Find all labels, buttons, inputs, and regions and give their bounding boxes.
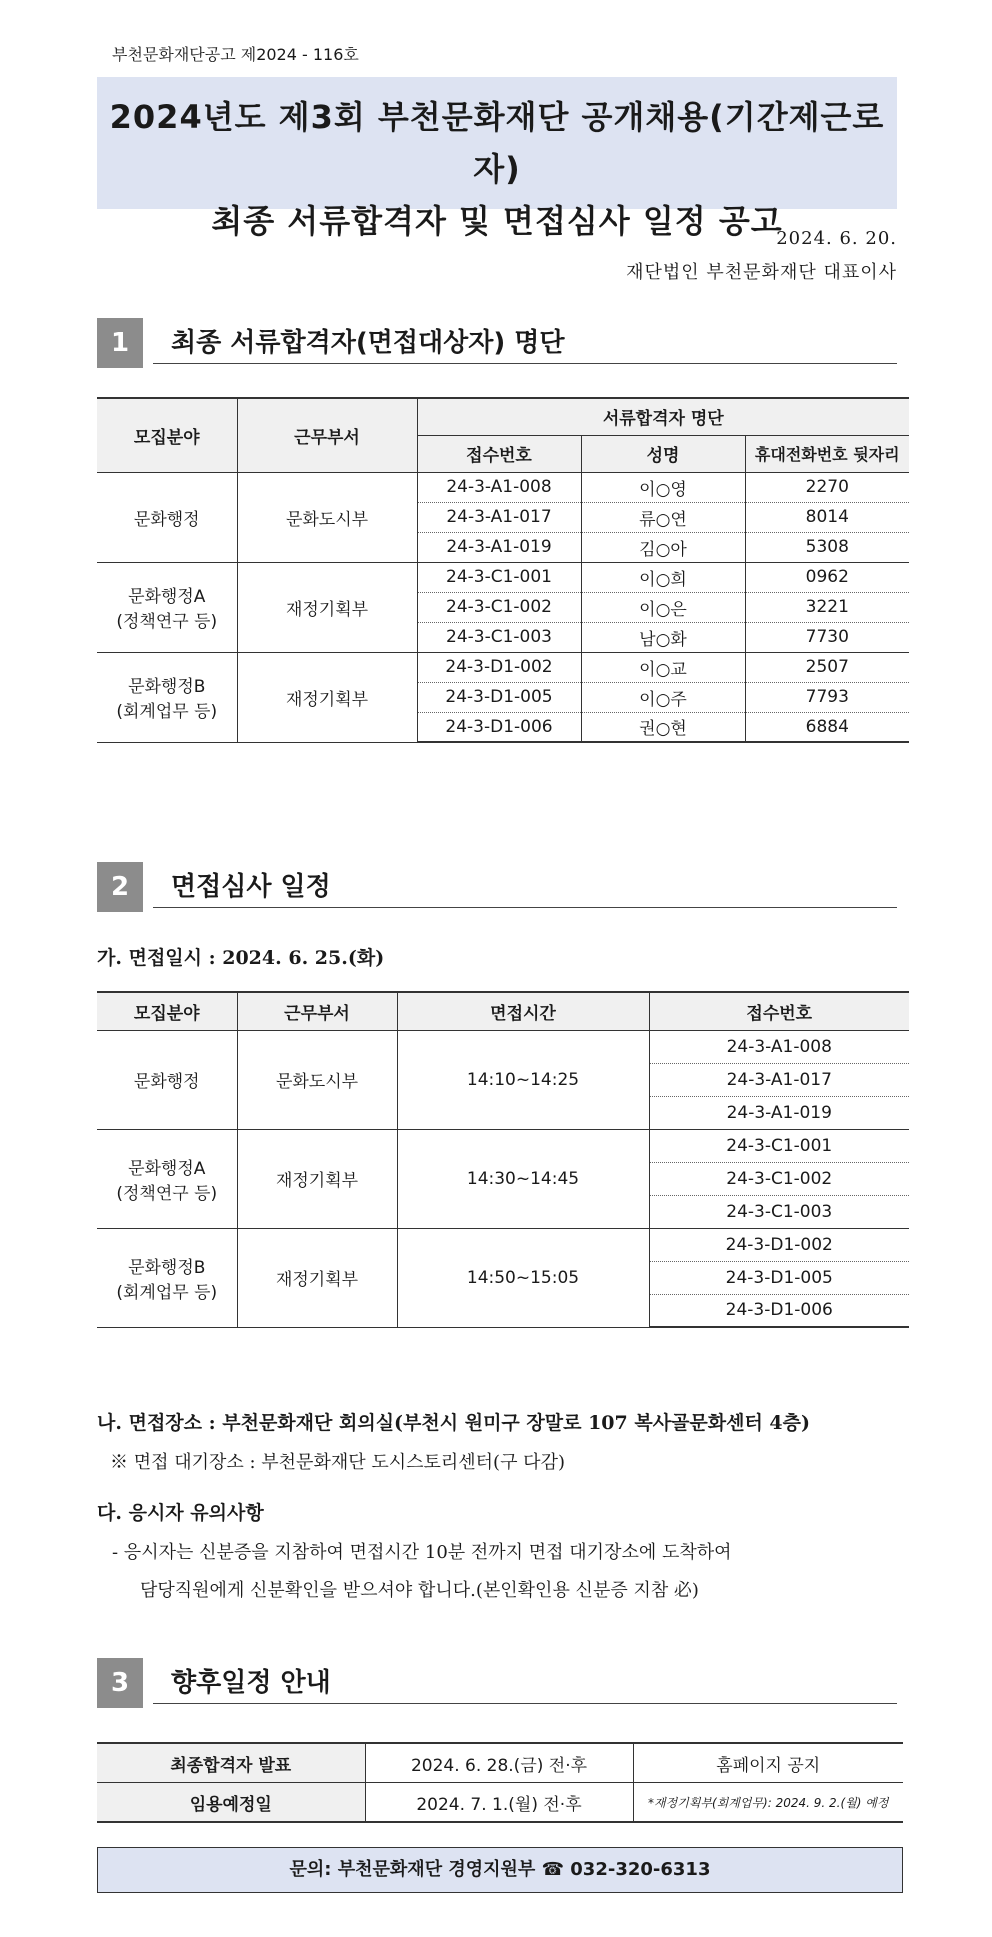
phone-cell: 2270 [745,472,909,502]
col-receipt: 접수번호 [649,992,909,1030]
receipt-cell: 24-3-C1-001 [417,562,581,592]
title-line-1: 2024년도 제3회 부천문화재단 공개채용(기간제근로자) [109,98,885,188]
field-label: 문화행정A [128,1158,206,1179]
field-cell [97,562,237,652]
contact-label: 문의: 부천문화재단 경영지원부 [289,1859,536,1880]
section3-title: 향후일정 안내 [171,1668,331,1698]
col-group: 서류합격자 명단 [417,398,909,435]
title-line-2: 최종 서류합격자 및 면접심사 일정 공고 [211,202,783,240]
field-cell [97,1030,237,1129]
notes-title: 다. 응시자 유의사항 [97,1502,264,1524]
section2-divider [153,907,897,908]
notice-number: 부천문화재단공고 제2024 - 116호 [112,45,359,64]
time-cell: 14:10~14:25 [397,1030,649,1129]
receipt-cell: 24-3-C1-002 [417,592,581,622]
col-name: 성명 [581,435,745,472]
field-cell [97,652,237,742]
section1-title: 최종 서류합격자(면접대상자) 명단 [171,328,565,358]
contact-box [97,1847,903,1893]
table-row [97,472,909,502]
col-phone: 휴대전화번호 뒷자리 [745,435,909,472]
dept-cell: 문화도시부 [237,1030,397,1129]
receipt-cell: 24-3-A1-008 [649,1030,909,1063]
schedule-date: 2024. 6. 28.(금) 전·후 [365,1743,633,1783]
schedule-note: *재정기획부(회계업무): 2024. 9. 2.(월) 예정 [633,1783,903,1823]
name-cell: 김○아 [581,532,745,562]
section2-header [97,862,897,912]
interview-date: 가. 면접일시 : 2024. 6. 25.(화) [97,947,385,969]
receipt-cell: 24-3-D1-006 [649,1294,909,1327]
contact-phone: 032-320-6313 [570,1859,711,1880]
name-cell: 류○연 [581,502,745,532]
field-label: 문화행정 [133,509,200,530]
issue-info [626,222,897,290]
notes-line-2: 담당직원에게 신분확인을 받으셔야 합니다.(본인확인용 신분증 지참 必) [140,1580,699,1601]
col-field: 모집분야 [97,398,237,472]
phone-cell: 3221 [745,592,909,622]
col-receipt: 접수번호 [417,435,581,472]
field-sublabel: (정책연구 등) [116,1183,218,1204]
receipt-cell: 24-3-C1-003 [649,1195,909,1228]
receipt-cell: 24-3-A1-019 [649,1096,909,1129]
receipt-cell: 24-3-D1-002 [649,1228,909,1261]
section2-number: 2 [97,862,143,912]
col-field: 모집분야 [97,992,237,1030]
schedule-table [97,1742,903,1823]
time-cell: 14:50~15:05 [397,1228,649,1327]
name-cell: 남○화 [581,622,745,652]
col-time: 면접시간 [397,992,649,1030]
name-cell: 권○현 [581,712,745,742]
candidate-table [97,397,909,743]
phone-cell: 8014 [745,502,909,532]
table-row [97,1129,909,1162]
table-row [97,1030,909,1063]
time-cell: 14:30~14:45 [397,1129,649,1228]
dept-cell: 문화도시부 [237,472,417,562]
receipt-cell: 24-3-D1-006 [417,712,581,742]
receipt-cell: 24-3-D1-002 [417,652,581,682]
receipt-cell: 24-3-A1-019 [417,532,581,562]
section3-divider [153,1703,897,1704]
issuer: 재단법인 부천문화재단 대표이사 [626,262,897,283]
name-cell: 이○주 [581,682,745,712]
schedule-label: 임용예정일 [97,1783,365,1823]
section1-divider [153,363,897,364]
section2-title: 면접심사 일정 [171,872,331,902]
telephone-icon: ☎ [541,1859,564,1880]
waiting-place: ※ 면접 대기장소 : 부천문화재단 도시스토리센터(구 다감) [110,1452,565,1473]
table-row [97,562,909,592]
schedule-date: 2024. 7. 1.(월) 전·후 [365,1783,633,1823]
schedule-label: 최종합격자 발표 [97,1743,365,1783]
schedule-note: 홈페이지 공지 [633,1743,903,1783]
dept-cell: 재정기획부 [237,652,417,742]
field-cell [97,472,237,562]
field-sublabel: (회계업무 등) [116,1282,218,1303]
field-sublabel: (정책연구 등) [116,612,218,632]
field-cell [97,1129,237,1228]
section3-number: 3 [97,1658,143,1708]
notes-line-1: - 응시자는 신분증을 지참하여 면접시간 10분 전까지 면접 대기장소에 도착하여 [112,1542,732,1563]
phone-cell: 7730 [745,622,909,652]
receipt-cell: 24-3-A1-008 [417,472,581,502]
phone-cell: 6884 [745,712,909,742]
name-cell: 이○교 [581,652,745,682]
col-dept: 근무부서 [237,992,397,1030]
interview-place: 나. 면접장소 : 부천문화재단 회의실(부천시 원미구 장말로 107 복사골문화센터 4층) [97,1412,810,1434]
receipt-cell: 24-3-D1-005 [649,1261,909,1294]
receipt-cell: 24-3-C1-003 [417,622,581,652]
receipt-cell: 24-3-C1-002 [649,1162,909,1195]
receipt-cell: 24-3-C1-001 [649,1129,909,1162]
table-row [97,652,909,682]
receipt-cell: 24-3-A1-017 [649,1063,909,1096]
field-label: 문화행정A [128,587,206,607]
dept-cell: 재정기획부 [237,562,417,652]
receipt-cell: 24-3-A1-017 [417,502,581,532]
dept-cell: 재정기획부 [237,1129,397,1228]
phone-cell: 0962 [745,562,909,592]
schedule-row [97,1743,903,1783]
field-cell [97,1228,237,1327]
name-cell: 이○은 [581,592,745,622]
schedule-row [97,1783,903,1823]
phone-cell: 7793 [745,682,909,712]
field-label: 문화행정 [133,1072,200,1092]
dept-cell: 재정기획부 [237,1228,397,1327]
issue-date: 2024. 6. 20. [776,228,897,249]
field-label: 문화행정B [128,677,206,697]
table-row [97,1228,909,1261]
receipt-cell: 24-3-D1-005 [417,682,581,712]
field-sublabel: (회계업무 등) [116,702,218,722]
name-cell: 이○희 [581,562,745,592]
section1-header [97,318,897,368]
phone-cell: 2507 [745,652,909,682]
col-dept: 근무부서 [237,398,417,472]
field-label: 문화행정B [128,1257,206,1278]
phone-cell: 5308 [745,532,909,562]
interview-table [97,991,909,1328]
section1-number: 1 [97,318,143,368]
section3-header [97,1658,897,1708]
name-cell: 이○영 [581,472,745,502]
